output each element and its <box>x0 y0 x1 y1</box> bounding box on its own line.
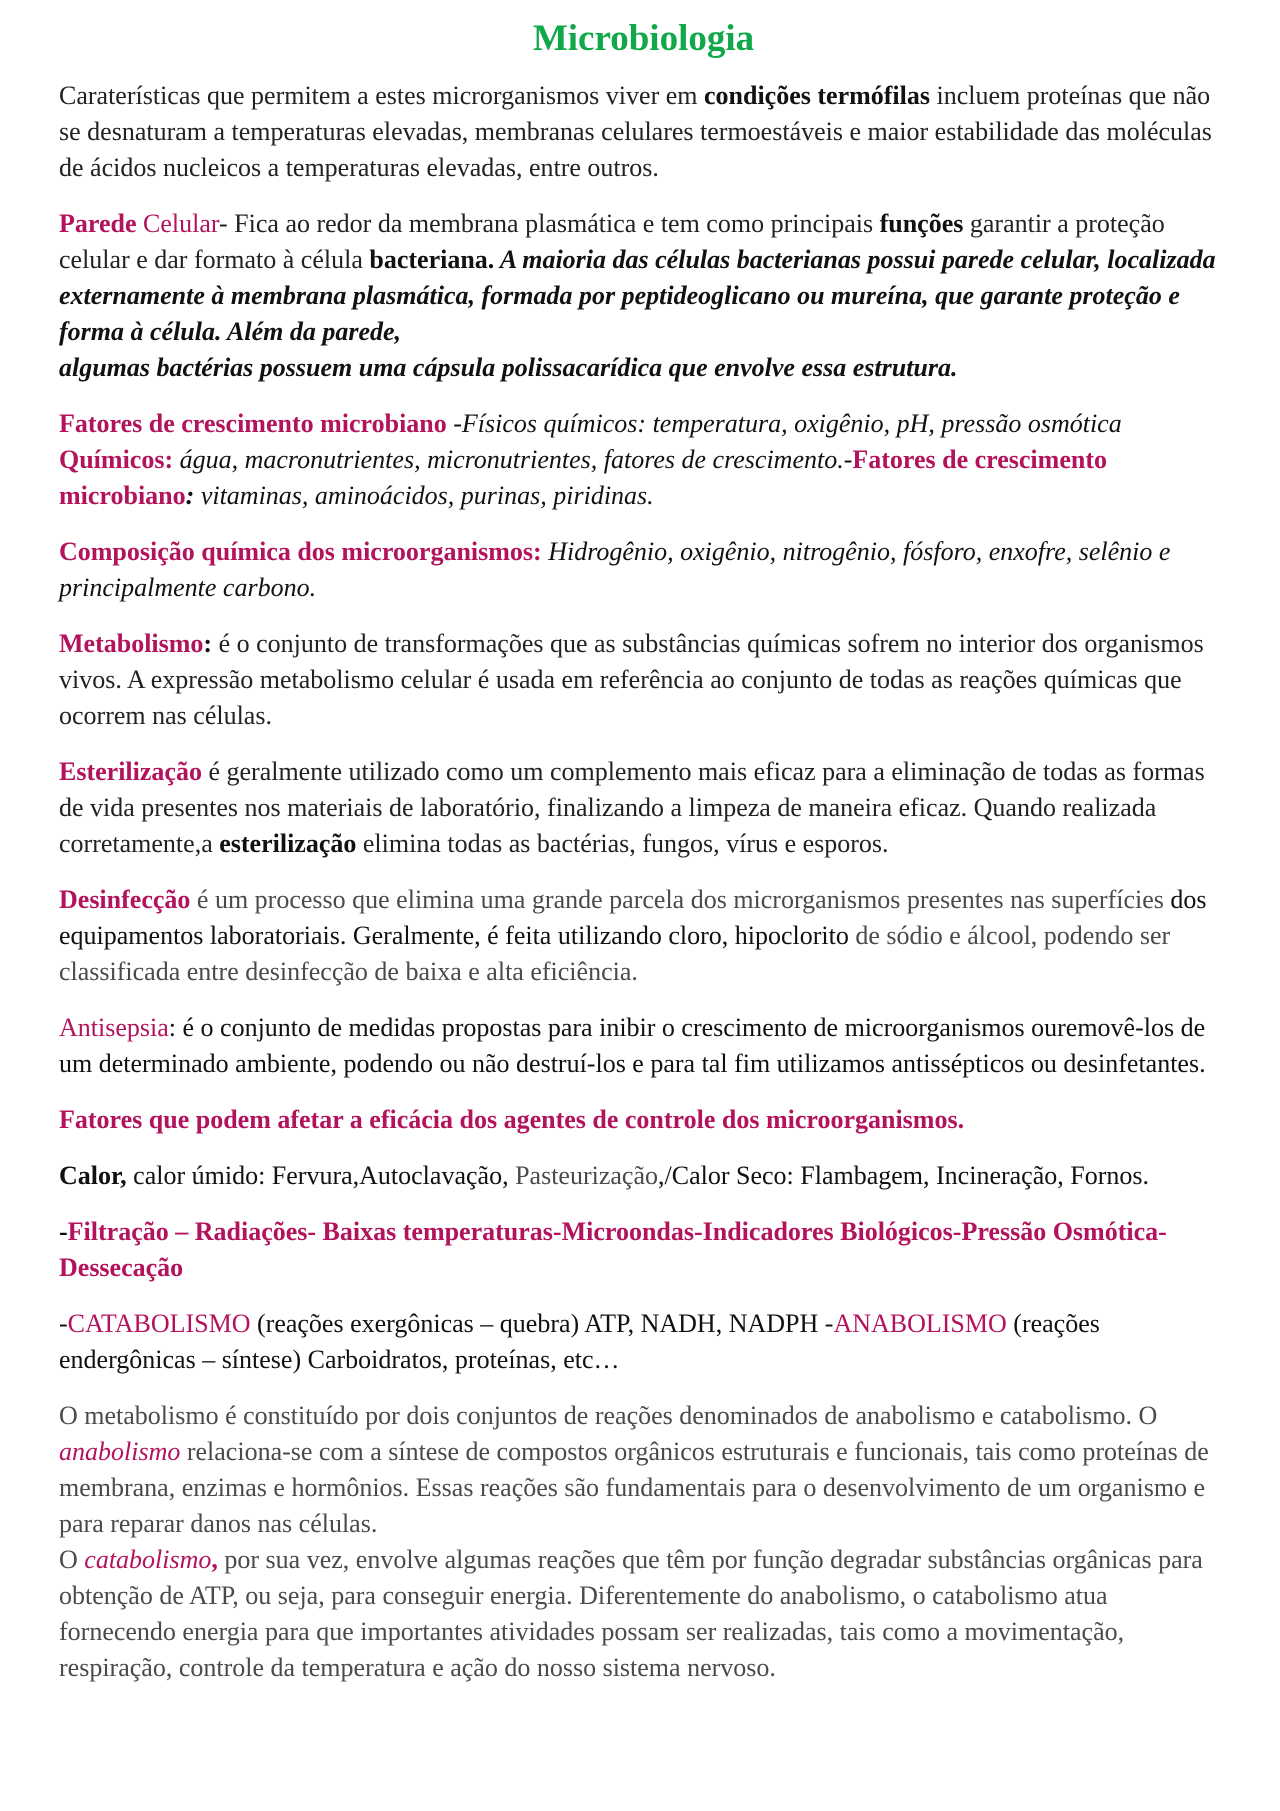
text: ,/Calor Seco: Flambagem, Incineração, Fornos. <box>658 1161 1149 1190</box>
control-methods-list: Filtração – Radiações- Baixas temperaturas-Microondas-Indicadores Biológicos-Pressão Osmótica-Dessecação <box>59 1217 1167 1282</box>
text: Caraterísticas que permitem a estes microrganismos viver em <box>59 81 704 110</box>
term-antisepsis: Antisepsia <box>59 1013 169 1042</box>
term-anabolism: ANABOLISMO <box>833 1309 1007 1338</box>
bold-italic-text: algumas bactérias possuem uma cápsula polissacarídica que envolve essa estrutura. <box>59 353 958 382</box>
term-heat: Calor, <box>59 1161 127 1190</box>
paragraph-growth-factors <box>59 406 1228 514</box>
text: é geralmente utilizado como um complemento mais eficaz para a eliminação de todas as formas de vida presentes nos materiais de laboratório, finalizando a limpeza de maneira eficaz. Quando realizada corretamente,a <box>59 757 1205 858</box>
term-catabolism: CATABOLISMO <box>67 1309 251 1338</box>
paragraph-disinfection <box>59 882 1228 990</box>
paragraph-chemical-composition <box>59 534 1228 606</box>
term-sterilization: Esterilização <box>59 757 202 786</box>
text: é um processo que elimina uma grande parcela dos microrganismos presentes nas superfícies <box>190 885 1171 914</box>
text: O metabolismo é constituído por dois conjuntos de reações denominados de anabolismo e catabolismo. O <box>59 1401 1158 1430</box>
colon: : <box>185 481 195 510</box>
paragraph-control-methods <box>59 1214 1228 1286</box>
term-growth-factors: Fatores de crescimento microbiano <box>59 409 447 438</box>
term-catabolism-italic: catabolismo <box>84 1545 212 1574</box>
text: (reações exergônicas – quebra) ATP, NADH, NADPH - <box>250 1309 834 1338</box>
text: (reações endergônicas – síntese) Carboidratos, proteínas, etc… <box>59 1309 1100 1374</box>
italic-text: -Físicos químicos: temperatura, oxigênio, pH, pressão osmótica <box>446 409 1122 438</box>
bold-italic-text: A maioria das células bacterianas possui parede celular, localizada externamente à membrana plasmática, formada por peptideoglicano ou mureína, que garante proteção e forma à célula. Além da parede, <box>59 245 1216 346</box>
text: por sua vez, envolve algumas reações que têm por função degradar substâncias orgânicas para obtenção de ATP, ou seja, para conseguir energia. Diferentemente do anabolismo, o catabolismo atua fornecendo energia para que importantes atividades possam ser realizadas, tais como a movimentação, respiração, controle da temperatura e ação do nosso sistema nervoso. <box>59 1545 1203 1682</box>
paragraph-cell-wall <box>59 206 1228 386</box>
text: relaciona-se com a síntese de compostos orgânicos estruturais e funcionais, tais como proteínas de membrana, enzimas e hormônios. Essas reações são fundamentais para o desenvolvimento de um organismo e para reparar danos nas células. <box>59 1437 1209 1538</box>
italic-text: água, macronutrientes, micronutrientes, fatores de crescimento.- <box>173 445 853 474</box>
text: O <box>59 1545 85 1574</box>
bold-term: condições termófilas <box>704 81 931 110</box>
term-disinfection: Desinfecção <box>59 885 191 914</box>
paragraph-heat <box>59 1158 1228 1194</box>
bold-term: bacteriana. <box>369 245 495 274</box>
bold-term: esterilização <box>219 829 357 858</box>
text: - Fica ao redor da membrana plasmática e tem como principais <box>219 209 880 238</box>
term-metabolism: Metabolismo <box>59 629 204 658</box>
text: calor úmido: Fervura,Autoclavação, <box>126 1161 516 1190</box>
page-title: Microbiologia <box>532 18 755 59</box>
text: dos equipamentos laboratoriais. Geralmente, é feita utilizando cloro, hipoclorito <box>59 885 1207 950</box>
term-celular: Celular <box>136 209 220 238</box>
text: elimina todas as bactérias, fungos, vírus e esporos. <box>356 829 889 858</box>
comma: , <box>211 1545 218 1574</box>
italic-text: vitaminas, aminoácidos, purinas, piridinas. <box>194 481 654 510</box>
term-parede: Parede <box>59 209 137 238</box>
dash: - <box>59 1217 68 1246</box>
term-growth-factors-2: Fatores de crescimento microbiano <box>59 445 1107 510</box>
text: é o conjunto de transformações que as substâncias químicas sofrem no interior dos organismos vivos. A expressão metabolismo celular é usada em referência ao conjunto de todas as reações químicas que ocorrem nas células. <box>59 629 1204 730</box>
paragraph-metabolism-explanation <box>59 1398 1228 1686</box>
term-chemical: Químicos: <box>59 445 174 474</box>
italic-text: Hidrogênio, oxigênio, nitrogênio, fósforo, enxofre, selênio e principalmente carbono. <box>59 537 1171 602</box>
term-anabolism-italic: anabolismo <box>59 1437 181 1466</box>
bold-term: funções <box>879 209 964 238</box>
text: de sódio e álcool, podendo ser classificada entre desinfecção de baixa e alta eficiência. <box>59 921 1171 986</box>
paragraph-sterilization <box>59 754 1228 862</box>
paragraph-metabolism <box>59 626 1228 734</box>
text: incluem proteínas que não se desnaturam a temperaturas elevadas, membranas celulares termoestáveis e maior estabilidade das moléculas de ácidos nucleicos a temperaturas elevadas, entre outros. <box>59 81 1212 182</box>
paragraph-catabolism-anabolism <box>59 1306 1228 1378</box>
paragraph-thermophilic <box>59 78 1228 186</box>
heading-text: Fatores que podem afetar a eficácia dos agentes de controle dos microorganismos. <box>59 1105 965 1134</box>
section-heading-control-factors <box>59 1102 1228 1138</box>
text: : é o conjunto de medidas propostas para inibir o crescimento de microorganismos ouremovê-los de um determinado ambiente, podendo ou não destruí-los e para tal fim utilizamos antissépticos ou desinfetantes. <box>59 1013 1206 1078</box>
dash: - <box>59 1309 68 1338</box>
term-chemical-composition: Composição química dos microorganismos: <box>59 537 542 566</box>
text: garantir a proteção celular e dar formato à célula <box>59 209 1165 274</box>
text: Pasteurização <box>515 1161 659 1190</box>
paragraph-antisepsis <box>59 1010 1228 1082</box>
colon: : <box>203 629 213 658</box>
